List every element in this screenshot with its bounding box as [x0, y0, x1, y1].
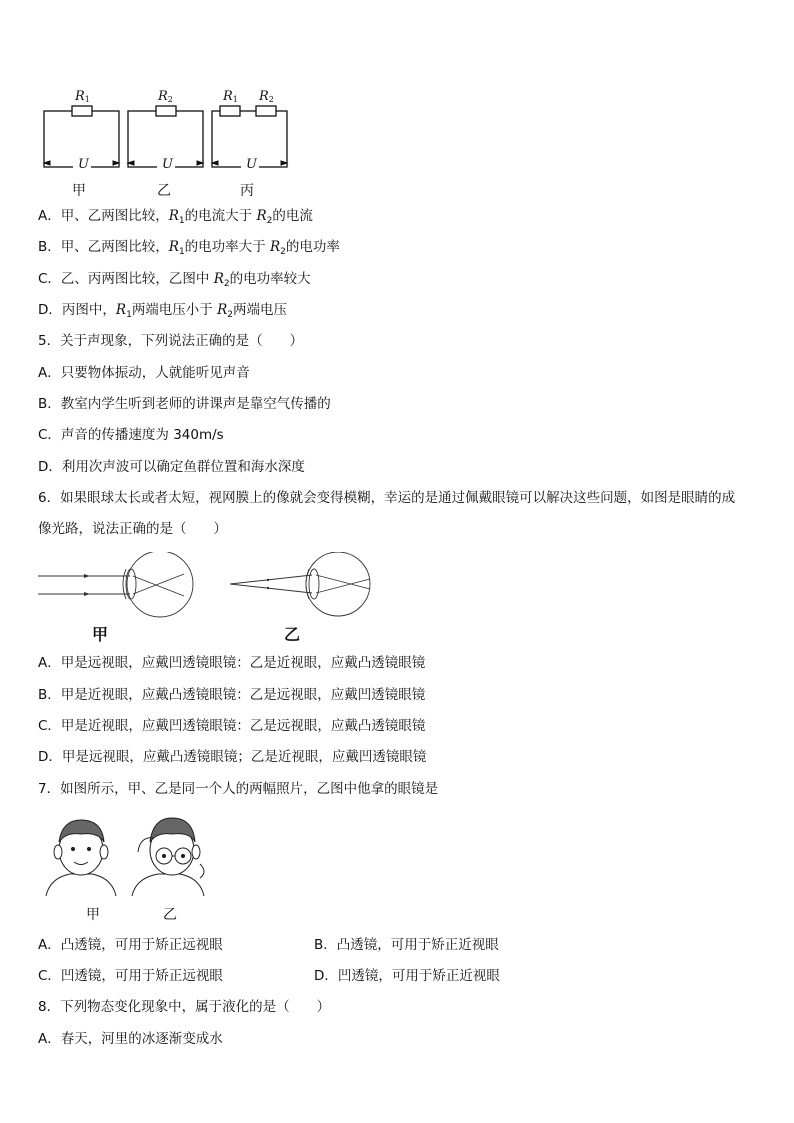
q4-b-r2s: 2	[280, 247, 286, 257]
q6-option-c[interactable]: C．甲是近视眼，应戴凹透镜眼镜：乙是远视眼，应戴凸透镜眼镜	[38, 718, 426, 734]
svg-text:R2	[157, 89, 173, 104]
boy-caption-jia: 甲	[86, 907, 100, 923]
q4-a-mid: 的电流大于	[184, 208, 257, 224]
label-r1-sub: 1	[84, 95, 90, 104]
svg-text:R1	[74, 89, 90, 104]
q4-a-r: R	[168, 208, 179, 224]
q4-d-rs: 1	[126, 310, 132, 320]
q5-option-a[interactable]: A．只要物体振动，人就能听见声音	[38, 365, 250, 381]
label-r2: R	[158, 89, 168, 104]
q4-c-r: R	[213, 271, 224, 287]
q4-option-c[interactable]	[38, 270, 311, 293]
boy-caption-yi: 乙	[163, 907, 177, 923]
eye-caption-jia: 甲	[92, 625, 109, 644]
boy-photos	[40, 812, 220, 896]
eye-caption-yi: 乙	[284, 625, 301, 644]
q5-option-c[interactable]: C．声音的传播速度为 340m/s	[38, 427, 224, 443]
label-r1-c-sub: 1	[232, 95, 238, 104]
q8-option-a[interactable]: A．春天，河里的冰逐渐变成水	[38, 1031, 223, 1047]
q4-a-r2s: 2	[266, 216, 273, 226]
q4-c-pre: C．乙、丙两图比较，乙图中	[38, 271, 214, 287]
q4-d-r2s: 2	[227, 310, 234, 320]
q4-b-post: 的电功率	[285, 239, 340, 255]
label-r2-c: R	[259, 89, 269, 104]
q4-b-r: R	[168, 239, 179, 255]
q7-stem: 7．如图所示，甲、乙是同一个人的两幅照片，乙图中他拿的眼镜是	[38, 781, 439, 797]
q4-d-r: R	[115, 302, 127, 318]
q4-c-rs: 2	[223, 279, 230, 289]
q8-stem: 8．下列物态变化现象中，属于液化的是（ ）	[38, 999, 331, 1015]
q6-option-a[interactable]: A．甲是远视眼，应戴凹透镜眼镜：乙是近视眼，应戴凸透镜眼镜	[38, 655, 426, 671]
circuit-caption-jia: 甲	[72, 183, 86, 199]
q4-option-d[interactable]	[38, 301, 287, 324]
q4-option-b[interactable]	[38, 238, 340, 261]
q4-a-pre: A．甲、乙两图比较，	[38, 208, 169, 224]
q6-stem-line1: 6．如果眼球太长或者太短，视网膜上的像就会变得模糊，幸运的是通过佩戴眼镜可以解决这些问题，如图是眼睛的成	[38, 490, 736, 506]
eye-diagram-yi	[228, 552, 378, 634]
q7-option-c[interactable]: C．凹透镜，可用于矫正远视眼	[38, 968, 223, 984]
label-r2-sub: 2	[167, 95, 173, 104]
q4-b-mid: 的电功率大于	[184, 239, 270, 255]
q7-option-a[interactable]: A．凸透镜，可用于矫正远视眼	[38, 937, 223, 953]
q4-d-post: 两端电压	[233, 302, 288, 318]
label-r2-c-sub: 2	[268, 95, 274, 104]
svg-text:R1	[222, 89, 238, 104]
q7-option-b[interactable]: B．凸透镜，可用于矫正近视眼	[314, 937, 499, 953]
q4-b-rs: 1	[178, 247, 185, 257]
q4-d-mid: 两端电压小于	[131, 302, 218, 318]
circuit-diagram	[38, 84, 298, 176]
label-u-a: U	[78, 157, 89, 172]
q4-a-r2: R	[256, 208, 267, 224]
svg-text:R2	[258, 89, 274, 104]
q6-stem-line2: 像光路，说法正确的是（ ）	[38, 521, 227, 537]
q4-b-pre: B．甲、乙两图比较，	[38, 239, 169, 255]
q5-option-b[interactable]: B．教室内学生听到老师的讲课声是靠空气传播的	[38, 396, 331, 412]
label-u-c: U	[246, 157, 257, 172]
label-r1: R	[75, 89, 85, 104]
q4-d-r2: R	[217, 302, 228, 318]
label-r1-c: R	[223, 89, 233, 104]
circuit-caption-yi: 乙	[157, 183, 171, 199]
label-u-b: U	[162, 157, 173, 172]
q4-option-a[interactable]	[38, 207, 313, 230]
q7-option-d[interactable]: D．凹透镜，可用于矫正近视眼	[314, 968, 500, 984]
q4-c-mid: 的电功率较大	[229, 271, 311, 287]
q5-stem: 5．关于声现象，下列说法正确的是（ ）	[38, 333, 304, 349]
q4-b-r2: R	[269, 239, 281, 255]
q6-option-d[interactable]: D．甲是远视眼，应戴凸透镜眼镜；乙是近视眼，应戴凹透镜眼镜	[38, 749, 427, 765]
q4-a-post: 的电流	[272, 208, 313, 224]
circuit-caption-bing: 丙	[240, 183, 254, 199]
q4-a-rs: 1	[178, 216, 185, 226]
q6-option-b[interactable]: B．甲是近视眼，应戴凸透镜眼镜：乙是远视眼，应戴凹透镜眼镜	[38, 687, 426, 703]
q4-d-pre: D．丙图中，	[38, 302, 116, 318]
q5-option-d[interactable]: D．利用次声波可以确定鱼群位置和海水深度	[38, 459, 305, 475]
